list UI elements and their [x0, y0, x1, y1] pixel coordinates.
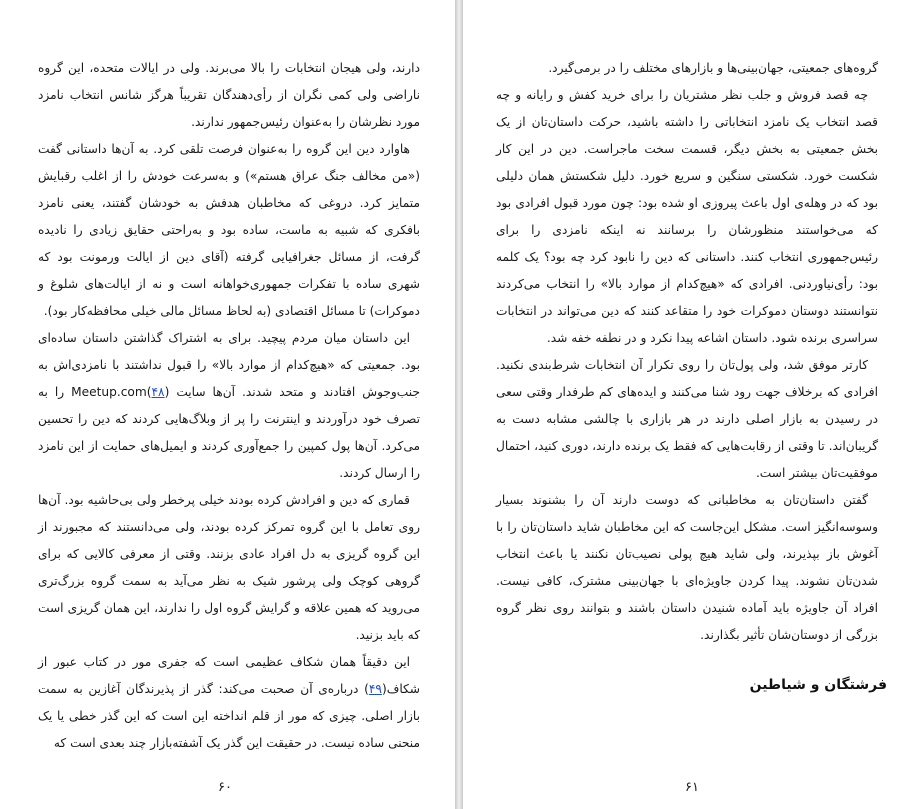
left-page — [0, 0, 455, 809]
paragraph: گفتن داستان‌تان به مخاطبانی که دوست دارند آن را بشنوند بسیار وسوسه‌انگیز است. مشکل این‌جاست که این مخاطبان شاید داستان‌تان را با آغوش باز بپذیرند، ولی شاید هیچ پولی نصیب‌تان نکنند یا باعث انتخاب شدن‌تان نشوند. پیدا کردن جاویژه‌ای با جهان‌بینی مشترک، کافی نیست. افراد آن جاویژه باید آماده شنیدن داستان باشند و بتوانند روی نظر گروه بزرگی از دوستان‌شان تأثیر بگذارند. — [496, 493, 878, 642]
right-page — [463, 0, 920, 809]
paragraph: قماری که دین و افرادش کرده بودند خیلی پرخطر ولی بی‌حاشیه بود. آن‌ها روی تعامل با این گروه تمرکز کرده بودند، ولی می‌دانستند که مجبورند از این گروه گریزی به دل افراد عادی بزنند. وقتی از معرفی کالایی که برای گروهی کوچک ولی پرشور شیک به نظر می‌آید به سمت گروه بزرگ‌تری می‌روید که همین علاقه و گرایش گروه اول را ندارند، این همان گریزی است که باید بزنید. — [38, 493, 420, 642]
paragraph: دارند، ولی هیجان انتخابات را بالا می‌برند. ولی در ایالات متحده، این گروه ناراضی ولی کمی نگران از رأی‌دهندگان تقریباً هرگز شانس انتخاب نامزد مورد نظرشان را به‌عنوان رئیس‌جمهور ندارند. — [38, 61, 420, 129]
paragraph-text: این دقیقاً همان شکاف عظیمی است که جفری مور در کتاب عبور از شکاف — [38, 655, 420, 696]
paragraph: این دقیقاً همان شکاف عظیمی است که جفری مور در کتاب عبور از شکاف(۴۹) درباره‌ی آن صحبت می‌کند: گذر از پذیرندگان آغازین به سمت بازار اصلی. چیزی که مور از قلم انداخته این است که این گذر خطی یا یک منحنی ساده نیست. در حقیقت این گذر یک آشفته‌بازار چند بعدی است که — [38, 655, 420, 750]
paragraph-text: درباره‌ی آن صحبت می‌کند: گذر از پذیرندگان آغازین به سمت بازار اصلی. چیزی که مور از قلم انداخته این است که این گذر خطی یا یک منحنی ساده نیست. در حقیقت این گذر یک آشفته‌بازار چند بعدی است که — [38, 682, 420, 750]
paragraph-text: این داستان میان مردم پیچید. برای به اشتراک گذاشتن داستان ساده‌ای بود. جمعیتی که «هیچ‌کدام از موارد بالا» را قبول نداشتند با نامزدی‌اش به جنب‌وجوش افتادند و متحد شدند. آن‌ها سایت Meetup.com — [38, 331, 420, 399]
footnote-link-49[interactable]: ۴۹ — [368, 682, 382, 696]
page-number-right: ۶۱ — [685, 780, 699, 795]
paragraph: هاوارد دین این گروه را به‌عنوان فرصت تلقی کرد. به آن‌ها داستانی گفت («من مخالف جنگ عراق هستم») و به‌سرعت خودش را از اغلب رقبایش متمایز کرد. دروغی که مخاطبان هدفش به خودشان گفتند، یعنی نامزد بافکری که شبیه به ماست، ساده بود و به‌راحتی حقایق زیادی را نادیده گرفت، از مسائل جغرافیایی گرفته (آقای دین از ایالت ورمونت بود که شهری ساده با تفکرات جمهوری‌خواهانه است و نه از ایالت‌های شلوغ و دموکرات) تا مسائل اقتصادی (به لحاظ مسائل مالی خیلی محافظه‌کار بود). — [38, 142, 420, 318]
section-heading: فرشتگان و شیاطین — [749, 677, 887, 693]
footnote-link-48[interactable]: ۴۸ — [151, 385, 165, 399]
right-page-text — [496, 55, 878, 649]
paragraph-text: را به تصرف خود درآوردند و اینترنت را پر از وبلاگ‌هایی کردند که دین را تحسین می‌کرد. آن‌ها پول کمپین را جمع‌آوری کردند و ایمیل‌های حمایت از این نامزد را ارسال کردند. — [38, 385, 420, 480]
book-gutter — [455, 0, 463, 809]
paragraph: گروه‌های جمعیتی، جهان‌بینی‌ها و بازارهای مختلف را در برمی‌گیرد. — [548, 61, 878, 75]
left-page-text — [38, 55, 420, 757]
paragraph: چه قصد فروش و جلب نظر مشتریان را برای خرید کفش و رایانه و چه قصد انتخاب یک نامزد انتخاباتی را داشته باشید، حرکت داستان‌تان از یک بخش جمعیتی به بخش دیگر، قسمت سخت ماجراست. دین در این کار شکست خورد. شکستی سنگین و سریع خورد. دلیل شکستش همان دلیلی بود که در وهله‌ی اول باعث پیروزی او شده بود: چون مورد قبول افرادی بود که می‌خواستند منظورشان را برسانند نه اینکه نامزدی را برای رئیس‌جمهوری انتخاب کنند. داستانی که دین را نابود کرد چه بود؟ یک کلمه بود: رأی‌نیاوردنی. افرادی که «هیچ‌کدام از موارد بالا» را انتخاب می‌کردند نتوانستند دوستان دموکرات خود را متقاعد کنند که دین می‌تواند در انتخابات سراسری برنده شود. داستان اشاعه پیدا نکرد و در نطفه خفه شد. — [496, 88, 878, 345]
page-number-left: ۶۰ — [218, 780, 232, 795]
paragraph: کارتر موفق شد، ولی پول‌تان را روی تکرار آن انتخابات شرط‌بندی نکنید. افرادی که برخلاف جهت رود شنا می‌کنند و ایده‌های کم طرفدار وقتی سعی در رسیدن به بازار اصلی دارند در هر بازاری با چالشی مشابه دست به گریبان‌اند. تا وقتی از رقابت‌هایی که فقط یک برنده دارند، دوری کنید، احتمال موفقیت‌تان بیشتر است. — [496, 358, 878, 480]
paragraph: این داستان میان مردم پیچید. برای به اشتراک گذاشتن داستان ساده‌ای بود. جمعیتی که «هیچ‌کدام از موارد بالا» را قبول نداشتند با نامزدی‌اش به جنب‌وجوش افتادند و متحد شدند. آن‌ها سایت Meetup.com(۴۸) را به تصرف خود درآوردند و اینترنت را پر از وبلاگ‌هایی کردند که دین را تحسین می‌کرد. آن‌ها پول کمپین را جمع‌آوری کردند و ایمیل‌های حمایت از این نامزد را ارسال کردند. — [38, 331, 420, 480]
